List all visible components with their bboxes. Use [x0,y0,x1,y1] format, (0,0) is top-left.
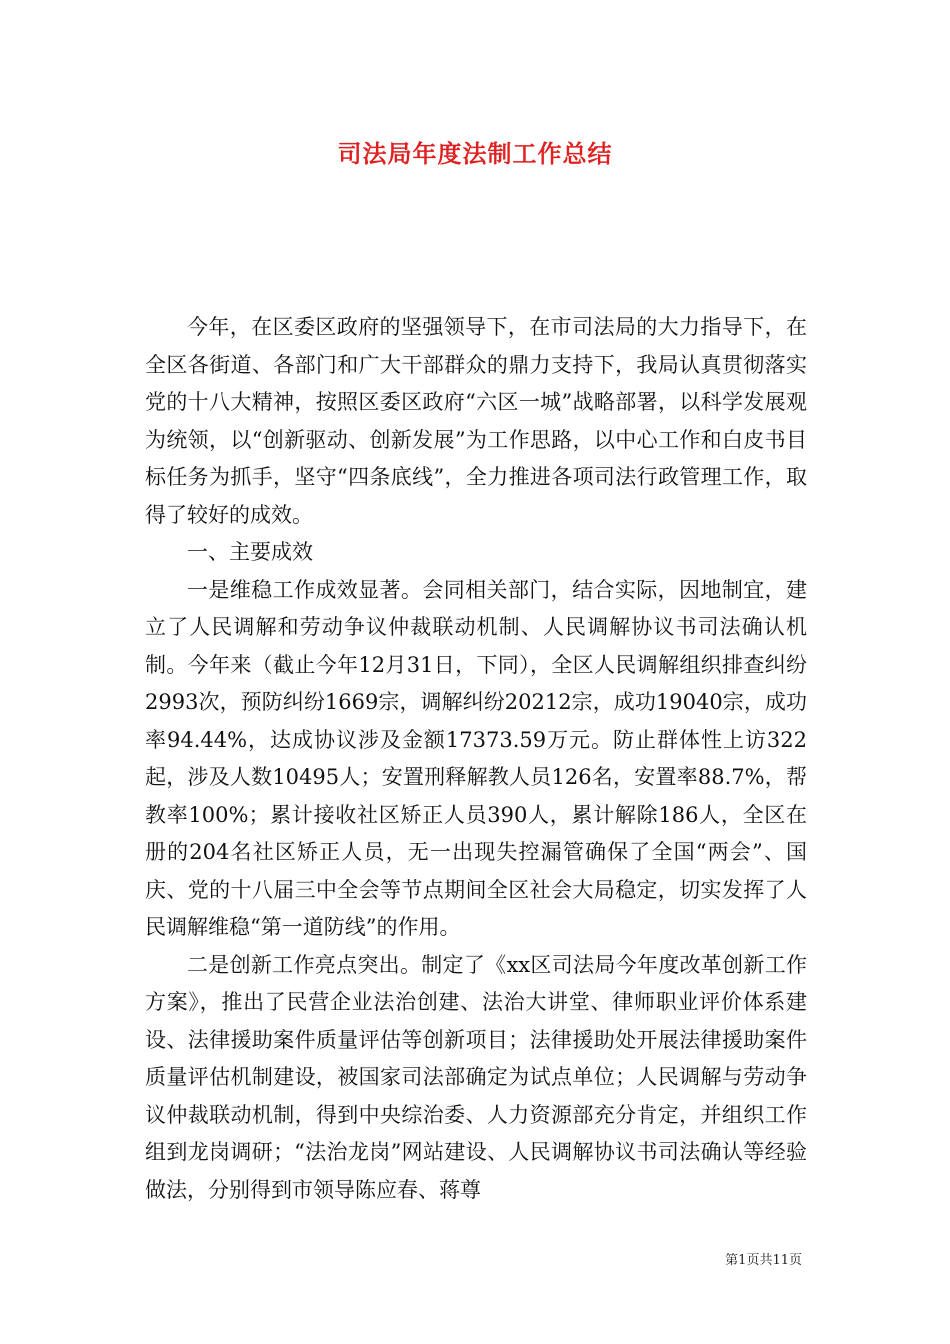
paragraph-innovation-work: 二是创新工作亮点突出。制定了《xx区司法局今年度改革创新工作方案》，推出了民营企业法治创建、法治大讲堂、律师职业评价体系建设、法律援助案件质量评估等创新项目；法律援助处开展法律援助案件质量评估机制建设，被国家司法部确定为试点单位；人民调解与劳动争议仲裁联动机制，得到中央综治委、人力资源部充分肯定，并组织工作组到龙岗调研；“法治龙岗”网站建设、人民调解协议书司法确认等经验做法，分别得到市领导陈应春、蒋尊 [145,952,807,1202]
page-number-footer: 第1页共11页 [725,1253,802,1268]
document-title: 司法局年度法制工作总结 [337,139,613,168]
section-heading-main-results: 一、主要成效 [187,540,313,564]
paragraph-stability-work: 一是维稳工作成效显著。会同相关部门，结合实际，因地制宜，建立了人民调解和劳动争议仲裁联动机制、人民调解协议书司法确认机制。今年来（截止今年12月31日，下同），全区人民调解组织排查纠纷2993次，预防纠纷1669宗，调解纠纷20212宗，成功19040宗，成功率94.44%，达成协议涉及金额17373.59万元。防止群体性上访322起，涉及人数10495人；安置刑释解教人员126名，安置率88.7%，帮教率100%；累计接收社区矫正人员390人，累计解除186人，全区在册的204名社区矫正人员，无一出现失控漏管确保了全国“两会”、国庆、党的十八届三中全会等节点期间全区社会大局稳定，切实发挥了人民调解维稳“第一道防线”的作用。 [145,577,807,939]
paragraph-intro: 今年，在区委区政府的坚强领导下，在市司法局的大力指导下，在全区各街道、各部门和广大干部群众的鼎力支持下，我局认真贯彻落实党的十八大精神，按照区委区政府“六区一城”战略部署，以科学发展观为统领，以“创新驱动、创新发展”为工作思路，以中心工作和白皮书目标任务为抓手，坚守“四条底线”，全力推进各项司法行政管理工作，取得了较好的成效。 [145,315,807,527]
document-body [145,309,807,1209]
